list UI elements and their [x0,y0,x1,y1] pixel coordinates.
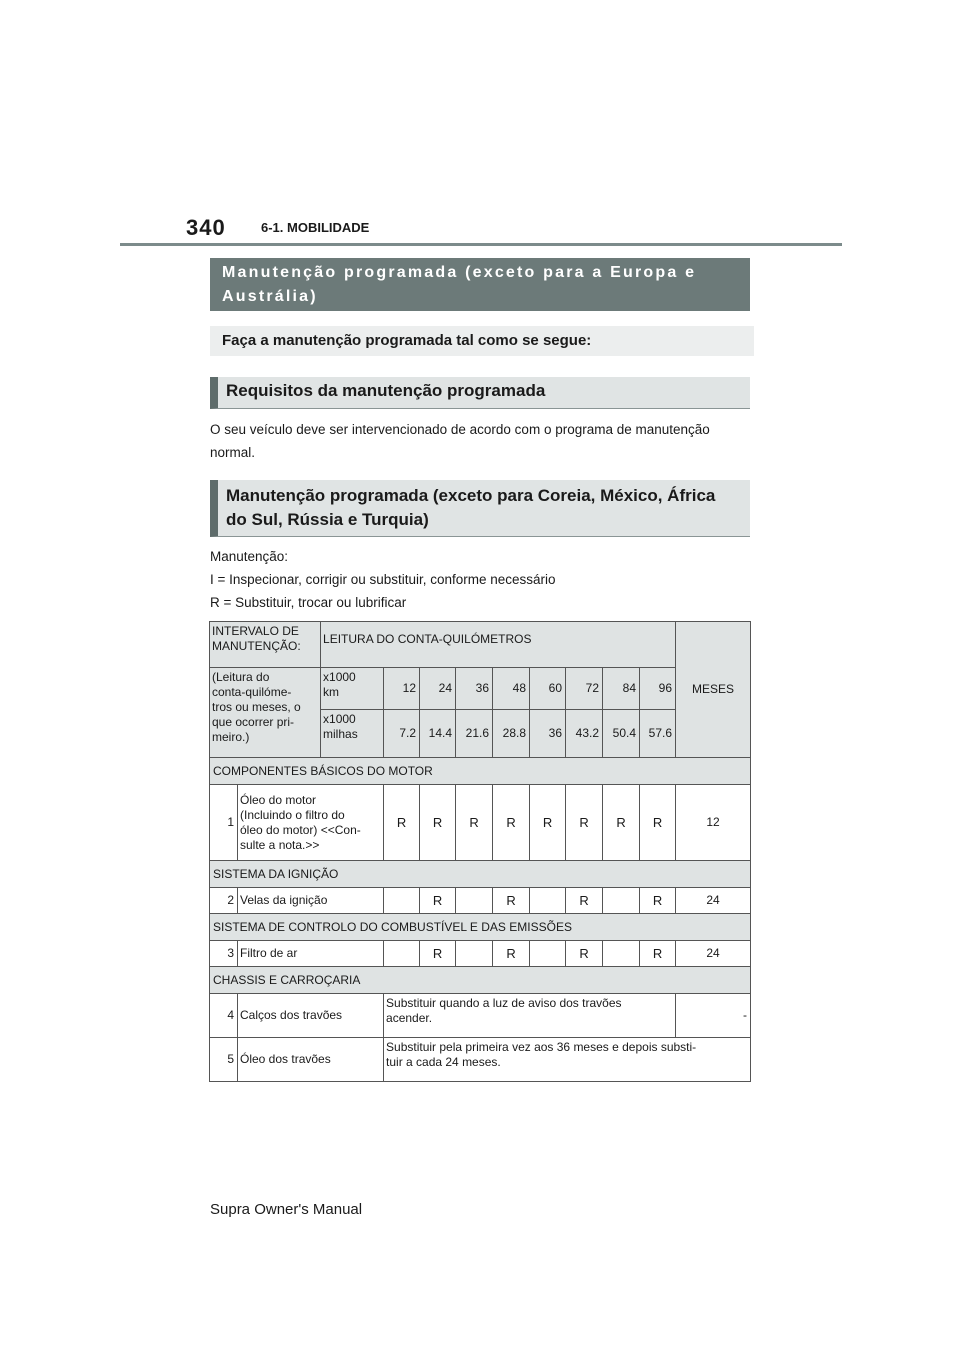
months-value: 24 [676,941,751,967]
section-ignition: SISTEMA DA IGNIÇÃO [210,861,751,888]
item-number: 1 [210,785,238,861]
instruction-line: tuir a cada 24 meses. [386,1055,501,1069]
schedule-cell [456,941,493,967]
section-title: 6-1. MOBILIDADE [261,220,370,235]
item-name: Calços dos travões [238,994,384,1038]
table-row [210,888,751,914]
section-row [210,758,751,785]
paragraph-line-2: normal. [210,445,256,460]
miles-label-line: milhas [323,727,358,741]
instruction-line: Substituir quando a luz de aviso dos travões [386,996,622,1010]
schedule-cell: R [493,941,530,967]
item-name-line: Óleo do motor [240,792,317,807]
heading-line-1: Manutenção programada (exceto para Coreia, México, África [226,486,716,505]
miles-label-line: x1000 [323,712,356,726]
schedule-cell: R [530,785,566,861]
months-value: 12 [676,785,751,861]
odometer-header: LEITURA DO CONTA-QUILÓMETROS [321,622,676,668]
interval-label-line: INTERVALO DE [212,624,299,638]
legend-replace: R = Substituir, trocar ou lubrificar [210,595,407,610]
section-row [210,861,751,888]
km-label [321,668,384,710]
table-row [210,994,751,1038]
item-name: Velas da ignição [238,888,384,914]
interval-label-line: MANUTENÇÃO: [212,639,301,653]
note-line: conta-quilóme- [212,685,292,699]
item-number: 2 [210,888,238,914]
schedule-cell: R [420,888,456,914]
table-row [210,941,751,967]
heading-manutencao [210,480,750,537]
note-line: que ocorrer pri- [212,715,295,729]
schedule-cell [603,888,640,914]
km-value: 24 [420,668,456,710]
schedule-cell: R [566,785,603,861]
schedule-cell [530,888,566,914]
km-value: 96 [640,668,676,710]
mile-value: 14.4 [420,710,456,758]
item-name [238,785,384,861]
km-value: 12 [384,668,420,710]
note-line: tros ou meses, o [212,700,301,714]
header-divider [120,243,842,246]
schedule-cell: R [603,785,640,861]
schedule-cell [603,941,640,967]
schedule-cell: R [493,785,530,861]
page-number: 340 [186,215,226,240]
item-number: 4 [210,994,238,1038]
miles-label [321,710,384,758]
section-fuel: SISTEMA DE CONTROLO DO COMBUSTÍVEL E DAS EMISSÕES [210,914,751,941]
km-value: 48 [493,668,530,710]
item-number: 5 [210,1038,238,1082]
banner-line-2: Austrália) [222,288,318,305]
km-value: 84 [603,668,640,710]
schedule-cell: R [456,785,493,861]
schedule-cell: R [566,888,603,914]
maintenance-table [209,621,751,1082]
mile-value: 43.2 [566,710,603,758]
schedule-cell: R [384,785,420,861]
maintenance-legend [210,545,556,614]
km-row [210,668,751,710]
mile-value: 57.6 [640,710,676,758]
banner-line-1: Manutenção programada (exceto para a Europa e [222,264,697,281]
item-name-line: (Incluindo o filtro do [240,807,345,822]
legend-title: Manutenção: [210,549,289,564]
item-name: Óleo dos travões [238,1038,384,1082]
intro-paragraph [210,418,755,464]
chapter-banner [210,258,750,311]
schedule-cell: R [420,785,456,861]
heading-line-2: do Sul, Rússia e Turquia) [226,510,429,529]
mile-value: 36 [530,710,566,758]
table-row [210,1038,751,1082]
interval-label [210,622,321,668]
instruction-line: Substituir pela primeira vez aos 36 meses e depois substi- [386,1040,697,1054]
mile-value: 7.2 [384,710,420,758]
table-header-row [210,622,751,668]
km-value: 60 [530,668,566,710]
section-row [210,914,751,941]
footer-manual-title: Supra Owner's Manual [210,1201,363,1218]
legend-inspect: I = Inspecionar, corrigir ou substituir, conforme necessário [210,572,556,587]
schedule-cell: R [566,941,603,967]
interval-note [210,668,321,758]
section-chassis: CHASSIS E CARROÇARIA [210,967,751,994]
section-engine: COMPONENTES BÁSICOS DO MOTOR [210,758,751,785]
schedule-cell [384,941,420,967]
schedule-cell [384,888,420,914]
schedule-cell: R [640,941,676,967]
item-number: 3 [210,941,238,967]
months-value: 24 [676,888,751,914]
km-label-line: km [323,685,340,699]
note-line: meiro.) [212,730,250,744]
mile-value: 50.4 [603,710,640,758]
schedule-cell: R [493,888,530,914]
months-header: MESES [676,622,751,758]
item-name-line: sulte a nota.>> [240,837,320,852]
table-row [210,785,751,861]
heading-requisitos: Requisitos da manutenção programada [210,377,750,409]
km-value: 72 [566,668,603,710]
item-instruction [384,994,676,1038]
item-instruction [384,1038,751,1082]
paragraph-line-1: O seu veículo deve ser intervencionado de acordo com o programa de manutenção [210,422,710,437]
item-name-line: óleo do motor) <<Con- [240,822,361,837]
schedule-cell: R [640,785,676,861]
item-name: Filtro de ar [238,941,384,967]
mile-value: 21.6 [456,710,493,758]
section-row [210,967,751,994]
months-value: - [676,994,751,1038]
schedule-cell [530,941,566,967]
km-value: 36 [456,668,493,710]
intro-box: Faça a manutenção programada tal como se segue: [210,326,754,356]
schedule-cell: R [640,888,676,914]
km-label-line: x1000 [323,670,356,684]
note-line: (Leitura do [212,670,270,684]
instruction-line: acender. [386,1011,433,1025]
mile-value: 28.8 [493,710,530,758]
schedule-cell: R [420,941,456,967]
schedule-cell [456,888,493,914]
